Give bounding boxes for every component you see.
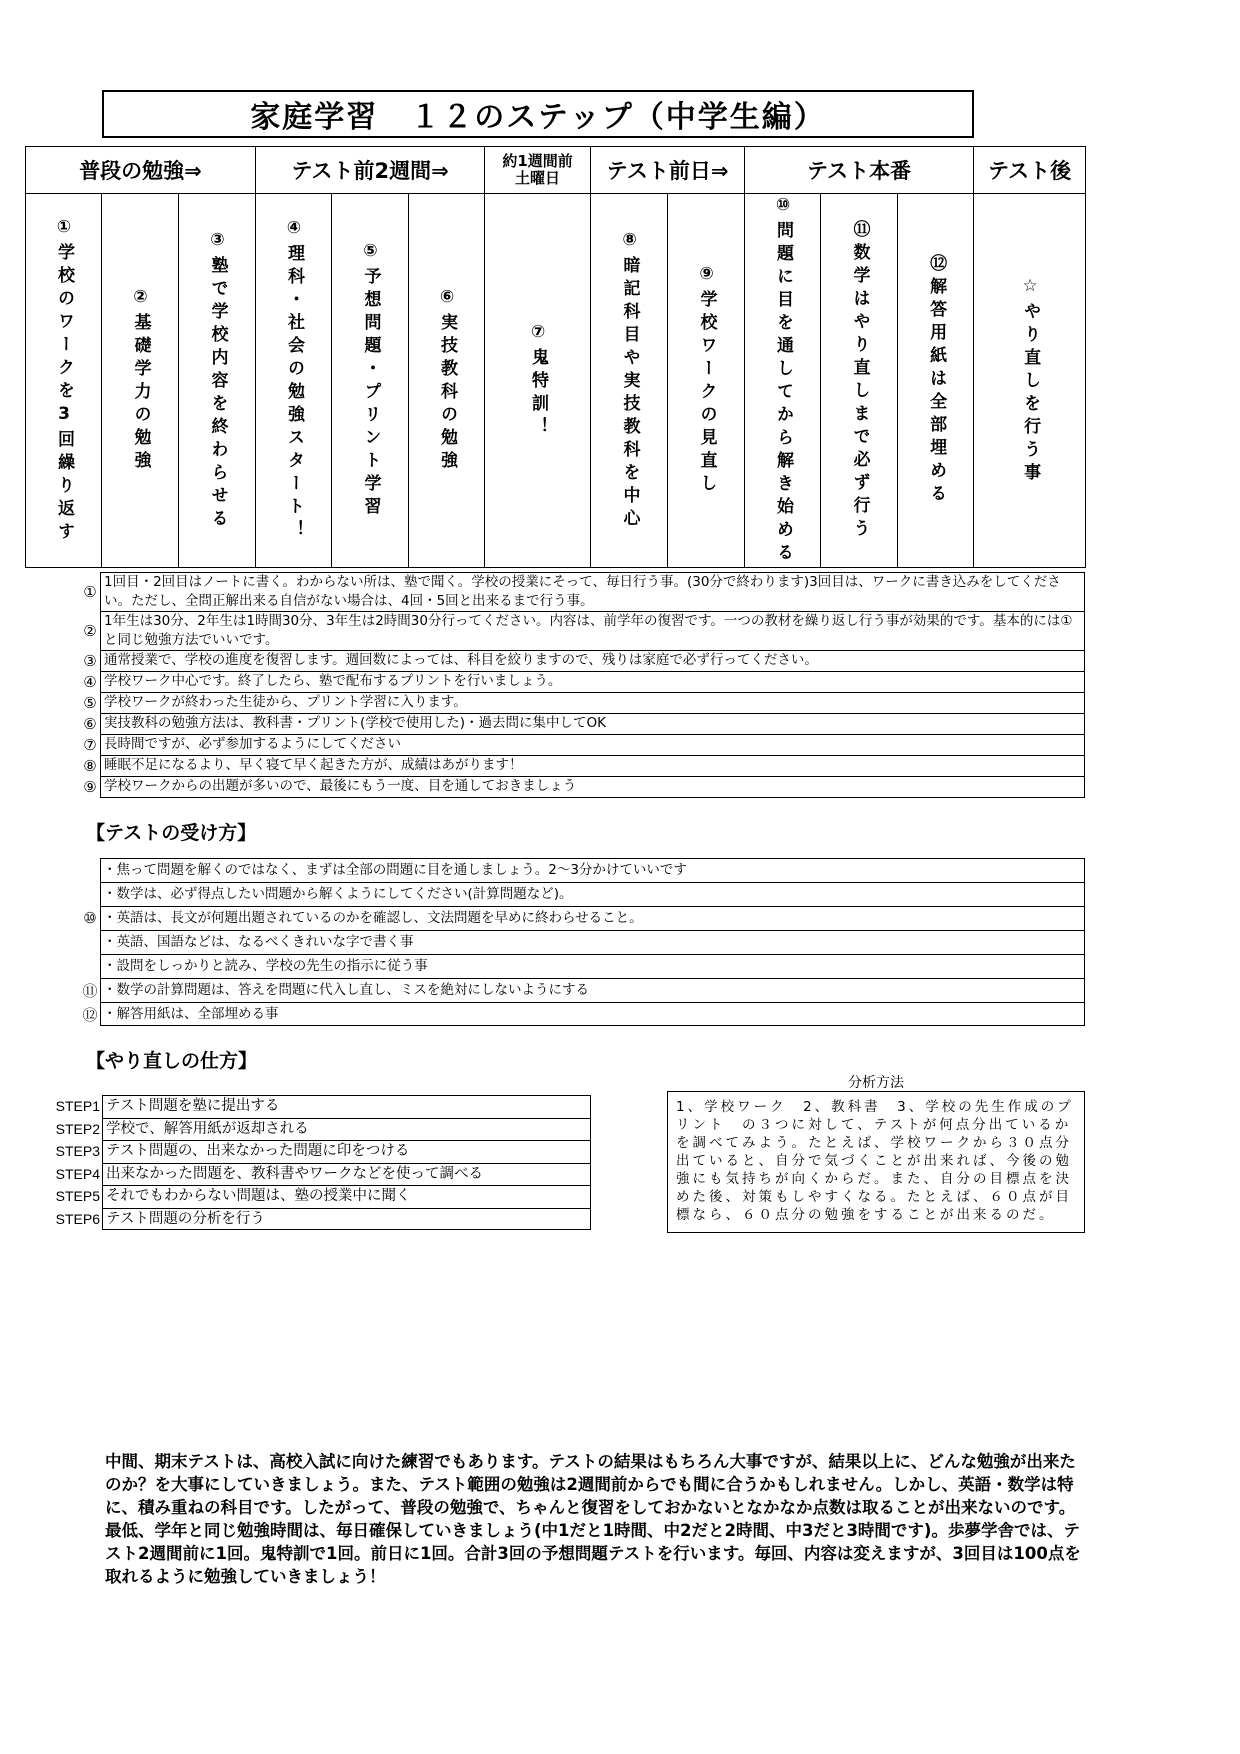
note-number: ④ bbox=[83, 672, 97, 691]
note-number: ③ bbox=[83, 651, 97, 670]
note-number: ① bbox=[83, 582, 97, 601]
note-number: ⑦ bbox=[83, 735, 97, 754]
phase-day-before: テスト前日⇒ bbox=[591, 147, 745, 194]
step-cell bbox=[745, 194, 821, 568]
tip-text: ・数学は、必ず得点したい問題から解くようにしてください(計算問題など)。 bbox=[100, 882, 1085, 906]
note-number: ⑨ bbox=[83, 778, 97, 796]
step-cell bbox=[591, 194, 668, 568]
note-text: 実技教科の勉強方法は、教科書・プリント(学校で使用した)・過去問に集中してOK bbox=[100, 713, 1085, 734]
note-row bbox=[80, 776, 1085, 798]
redo-step-row bbox=[40, 1163, 591, 1186]
tip-text: ・英語、国語などは、なるべくきれいな字で書く事 bbox=[100, 930, 1085, 954]
step-label: STEP1 bbox=[55, 1098, 100, 1114]
phase-line1: 約1週間前 bbox=[502, 152, 573, 171]
redo-step-row bbox=[40, 1185, 591, 1208]
note-text: 1回目・2回目はノートに書く。わからない所は、塾で聞く。学校の授業にそって、毎日行う事。(30分で終わります)3回目は、ワークに書き込みをしてください。ただし、全問正解出来る自信がない場合は、4回・5回と出来るまで行う事。 bbox=[100, 572, 1085, 611]
step-text: 出来なかった問題を、教科書やワークなどを使って調べる bbox=[102, 1163, 591, 1186]
step-text: ⑧暗記科目や実技教科を中心 bbox=[619, 229, 640, 532]
step-notes bbox=[80, 572, 1085, 798]
step-text: ③塾で学校内容を終わらせる bbox=[207, 229, 228, 532]
tip-text: ・設問をしっかりと読み、学校の先生の指示に従う事 bbox=[100, 954, 1085, 978]
note-text: 学校ワークが終わった生徒から、プリント学習に入ります。 bbox=[100, 692, 1085, 713]
redo-step-row bbox=[40, 1140, 591, 1163]
step-text: テスト問題の、出来なかった問題に印をつける bbox=[102, 1140, 591, 1163]
note-text: 長時間ですが、必ず参加するようにしてください bbox=[100, 734, 1085, 755]
redo-step-row bbox=[40, 1208, 591, 1231]
step-text: ⑩問題に目を通してから解き始める bbox=[773, 195, 794, 567]
step-cell bbox=[898, 194, 974, 568]
step-label: STEP2 bbox=[55, 1120, 100, 1137]
tip-text: ・数学の計算問題は、答えを問題に代入し直し、ミスを絶対にしないようにする bbox=[100, 978, 1085, 1002]
tip-number: ⑪ bbox=[82, 981, 98, 1000]
note-row bbox=[80, 650, 1085, 671]
step-label: STEP3 bbox=[55, 1143, 100, 1159]
note-number: ⑧ bbox=[83, 756, 97, 775]
phase-two-weeks-before: テスト前2週間⇒ bbox=[256, 147, 485, 194]
step-text: ⑪数学はやり直しまで必ず行う bbox=[849, 219, 870, 542]
tip-number: ⑫ bbox=[82, 1005, 98, 1024]
step-cell bbox=[102, 194, 179, 568]
tip-row bbox=[80, 954, 1085, 978]
step-label: STEP5 bbox=[55, 1188, 100, 1204]
step-text: ⑨学校ワークの見直し bbox=[696, 264, 717, 498]
test-section-heading: 【テストの受け方】 bbox=[86, 822, 257, 844]
analysis-title: 分析方法 bbox=[848, 1075, 904, 1091]
phase-after-test: テスト後 bbox=[974, 147, 1086, 194]
tip-text: ・解答用紙は、全部埋める事 bbox=[100, 1002, 1085, 1026]
phase-one-week-before bbox=[485, 147, 591, 194]
step-label: STEP4 bbox=[55, 1165, 100, 1182]
tip-row bbox=[80, 906, 1085, 930]
note-row bbox=[80, 692, 1085, 713]
step-text: ☆やり直しを行う事 bbox=[1020, 275, 1041, 486]
phase-line2: 土曜日 bbox=[515, 169, 561, 188]
redo-step-row bbox=[40, 1095, 591, 1118]
step-text: ⑦鬼特訓！ bbox=[528, 321, 549, 440]
tip-row bbox=[80, 882, 1085, 906]
step-cell bbox=[256, 194, 332, 568]
step-text: テスト問題を塾に提出する bbox=[102, 1095, 591, 1118]
phase-test-day: テスト本番 bbox=[745, 147, 974, 194]
redo-step-row bbox=[40, 1118, 591, 1141]
note-text: 通常授業で、学校の進度を復習します。週回数によっては、科目を絞りますので、残りは家庭で必ず行ってください。 bbox=[100, 650, 1085, 671]
step-cell bbox=[974, 194, 1086, 568]
note-row bbox=[80, 671, 1085, 692]
step-cell bbox=[332, 194, 409, 568]
tip-row bbox=[80, 1002, 1085, 1026]
tip-row bbox=[80, 978, 1085, 1002]
note-text: 睡眠不足になるより、早く寝て早く起きた方が、成績はあがります！ bbox=[100, 755, 1085, 776]
page-title: 家庭学習 １２のステップ（中学生編） bbox=[102, 90, 974, 138]
step-text: ⑤予想問題・プリント学習 bbox=[360, 241, 381, 521]
step-text: 学校で、解答用紙が返却される bbox=[102, 1118, 591, 1141]
step-text: ⑥実技教科の勉強 bbox=[437, 287, 458, 475]
step-cell bbox=[179, 194, 256, 568]
note-row bbox=[80, 611, 1085, 650]
analysis-text: 1、学校ワーク 2、教科書 3、学校の先生作成のプリント の３つに対して、テストが何点分出ているかを調べてみよう。たとえば、学校ワークから３０点分出ていると、自分で気づくことが出来れば、今後の勉強にも気持ちが向くからだ。また、自分の目標点を決めた後、対策もしやすくなる。たとえば、６０点が目標なら、６０点分の勉強をすることが出来るのだ。 bbox=[667, 1091, 1085, 1233]
note-row bbox=[80, 572, 1085, 611]
step-text: ④理科・社会の勉強スタート！ bbox=[284, 218, 304, 544]
step-cell bbox=[409, 194, 485, 568]
note-text: 学校ワーク中心です。終了したら、塾で配布するプリントを行いましょう。 bbox=[100, 671, 1085, 692]
tip-row bbox=[80, 930, 1085, 954]
tip-text: ・英語は、長文が何題出題されているのかを確認し、文法問題を早めに終わらせること。 bbox=[100, 906, 1085, 930]
tip-text: ・焦って問題を解くのではなく、まずは全部の問題に目を通しましょう。2～3分かけていいです bbox=[100, 858, 1085, 882]
phase-regular-study: 普段の勉強⇒ bbox=[26, 147, 256, 194]
note-number: ② bbox=[83, 621, 97, 640]
tip-number bbox=[80, 882, 100, 906]
redo-section-heading: 【やり直しの仕方】 bbox=[86, 1050, 258, 1072]
tip-number bbox=[80, 858, 100, 882]
step-cell bbox=[668, 194, 745, 568]
tip-number bbox=[80, 930, 100, 954]
step-text: テスト問題の分析を行う bbox=[102, 1208, 591, 1231]
step-cell bbox=[26, 194, 102, 568]
tip-row bbox=[80, 858, 1085, 882]
tip-number bbox=[80, 954, 100, 978]
step-cell bbox=[821, 194, 898, 568]
note-text: 学校ワークからの出題が多いので、最後にもう一度、目を通しておきましょう bbox=[100, 776, 1085, 798]
step-text: ⑫解答用紙は全部埋める bbox=[926, 254, 947, 508]
step-label: STEP6 bbox=[55, 1210, 100, 1227]
note-row bbox=[80, 755, 1085, 776]
test-tips bbox=[80, 858, 1085, 1026]
note-text: 1年生は30分、2年生は1時間30分、3年生は2時間30分行ってください。内容は、前学年の復習です。一つの教材を繰り返し行う事が効果的です。基本的には①と同じ勉強方法でいいです。 bbox=[100, 611, 1085, 650]
step-text: それでもわからない問題は、塾の授業中に聞く bbox=[102, 1185, 591, 1208]
step-text: ①学校のワークを3回繰り返す bbox=[54, 216, 74, 545]
closing-paragraph: 中間、期末テストは、高校入試に向けた練習でもあります。テストの結果はもちろん大事ですが、結果以上に、どんな勉強が出来たのか？を大事にしていきましょう。また、テスト範囲の勉強は2週間前からでも間に合うかもしれません。しかし、英語・数学は特に、積み重ねの科目です。したがって、普段の勉強で、ちゃんと復習をしておかないとなかなか点数は取ることが出来ないのです。最低、学年と同じ勉強時間は、毎日確保していきましょう(中1だと1時間、中2だと2時間、中3だと3時間です)。歩夢学舎では、テスト2週間前に1回。鬼特訓で1回。前日に1回。合計3回の予想問題テストを行います。毎回、内容は変えますが、3回目は100点を取れるように勉強していきましょう！ bbox=[105, 1452, 1081, 1586]
note-row bbox=[80, 713, 1085, 734]
step-text: ②基礎学力の勉強 bbox=[130, 287, 151, 475]
tip-number: ⑩ bbox=[83, 909, 97, 927]
note-number: ⑤ bbox=[83, 693, 97, 712]
redo-steps bbox=[40, 1095, 591, 1230]
step-cell bbox=[485, 194, 591, 568]
note-number: ⑥ bbox=[83, 714, 97, 733]
steps-table bbox=[25, 146, 1086, 568]
note-row bbox=[80, 734, 1085, 755]
